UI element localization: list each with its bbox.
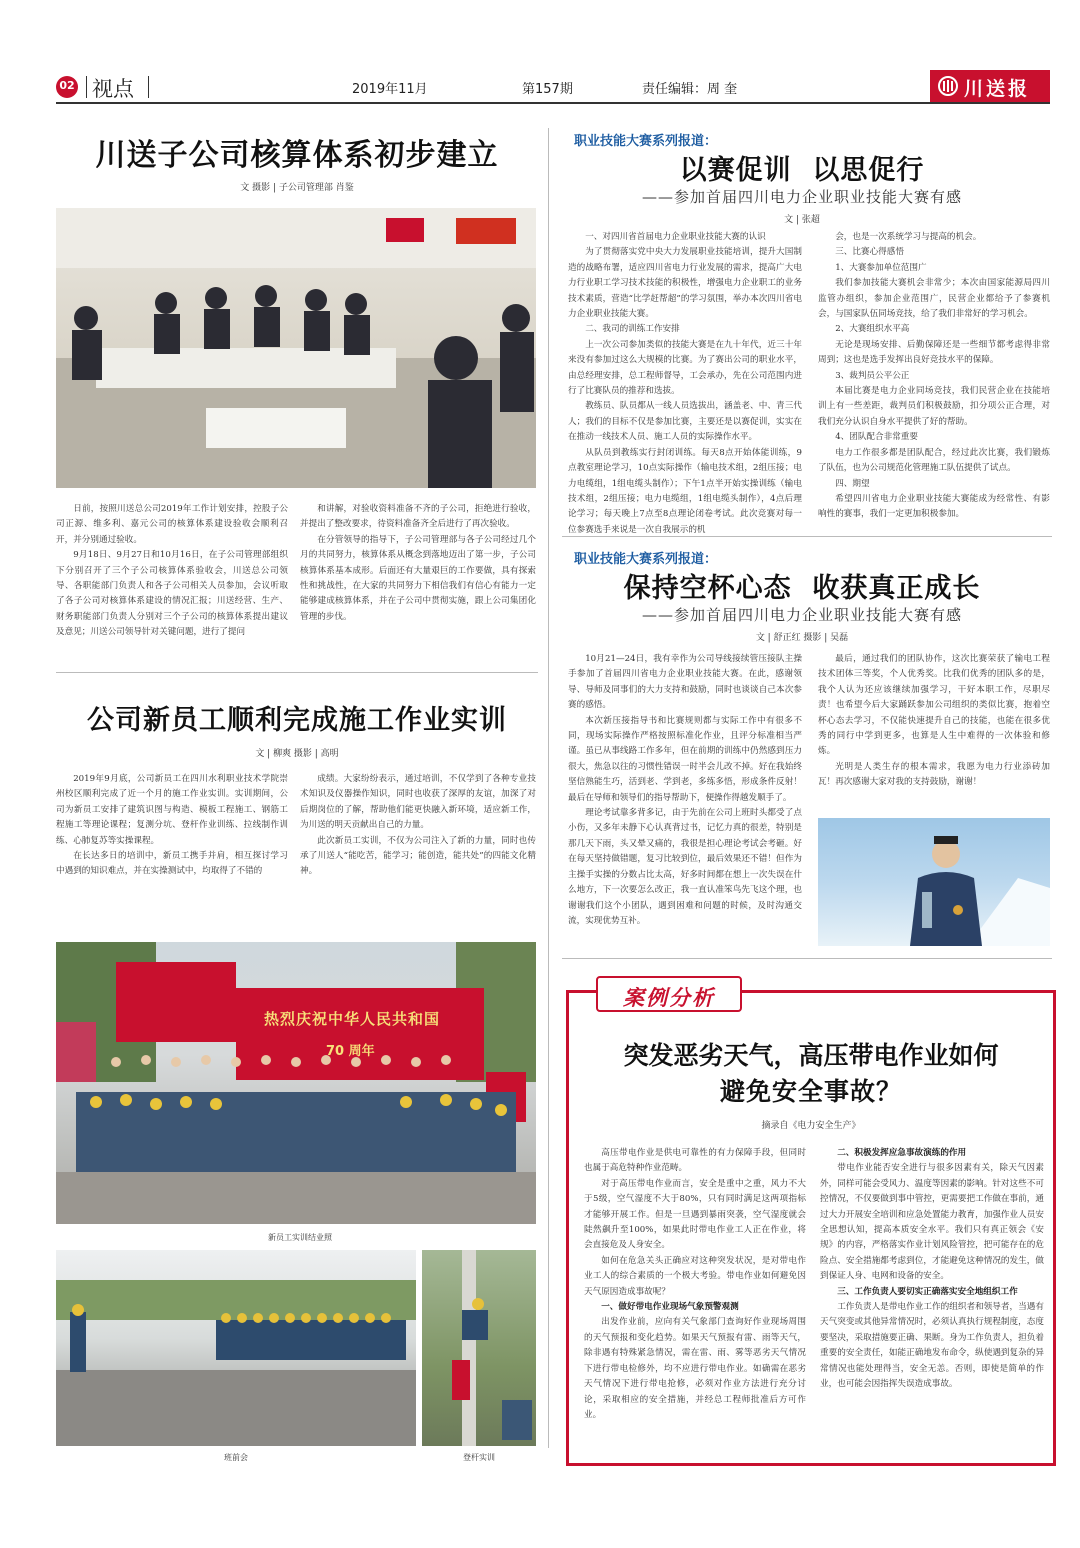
article5-paragraph: 如何在危急关头正确应对这种突发状况，是对带电作业工人的综合素质的一个极大考验。带电作业如何避免因天气原因造成事故呢？ [584, 1255, 806, 1297]
article3-paragraph: 四、期望 [835, 478, 870, 489]
article2-paragraph: 成绩。大家纷纷表示，通过培训，不仅学到了各种专业技术知识及仪器操作知识，同时也收获了深厚的友谊，加深了对后期岗位的了解，帮助他们能更快融入新环境，适应新工作，为川送的明天贡献出自己的力量。 [300, 774, 536, 831]
article5-section-heading: 二、积极发挥应急事故演练的作用 [837, 1148, 967, 1158]
page-header [56, 70, 1050, 102]
masthead-emblem-icon [938, 76, 958, 96]
article4-paragraph: 光明是人类生存的根本需求，我愿为电力行业添砖加瓦！再次感谢大家对我的支持鼓励，谢谢！ [818, 761, 1050, 788]
pole-climbing-scene [422, 1250, 536, 1446]
article3-paragraph: 三、比赛心得感悟 [835, 247, 904, 258]
issue-number: 第157期 [522, 82, 573, 97]
article3-title: 以赛促训 以思促行 [679, 155, 925, 186]
article4-kicker: 职业技能大赛系列报道： [574, 552, 718, 567]
page-number: 02 [59, 79, 75, 92]
article2-paragraph: 此次新员工实训，不仅为公司注入了新的力量，同时也传承了川送人“能吃苦，能学习；能创造，能共处”的四能文化精神。 [300, 835, 536, 877]
photo-banner-year: 70 周年 [326, 1044, 375, 1059]
article3-paragraph: 1、大赛参加单位范围广 [835, 262, 927, 273]
article3-paragraph: 我们参加技能大赛机会非常少；本次由国家能源局四川监管办组织，参加企业范围广，民营企业都给予了参赛机会，与国家队伍同场竞技，给了我们非常好的学习机会。 [818, 278, 1050, 320]
article2-group-photo [56, 942, 536, 1224]
article5-paragraph: 带电作业能否安全进行与很多因素有关，除天气因素外，同样可能会受风力、温度等因素的影响。针对这些不可控情况，不仅要做到事中管控，更需要把工作做在事前，通过大力开展安全培训和应急处置能力教育，加强作业人员安全思想认知，提高本质安全水平。我们只有真正领会《安规》的内容，严格落实作业计划风险管控，把可能存在的危险点、安全措施都考虑到位，才能避免这种情况的发生，做到保证人身、电网和设备的安全。 [820, 1163, 1044, 1282]
section-divider-left [86, 76, 87, 98]
article2-meeting-photo [56, 1250, 416, 1446]
article2-column-2 [300, 772, 536, 880]
article3-kicker: 职业技能大赛系列报道： [574, 134, 718, 149]
article3-paragraph: 为了贯彻落实党中央大力发展职业技能培训，提升大国制造的战略布署，适应四川省电力行业发展的需求，提高广大电力行业职工学习技术技能的积极性，增强电力企业职工的业务技术素质，营造“比学赶帮超”的学习氛围，举办本次四川省电力企业职业技能大赛。 [568, 247, 802, 320]
article5-section-heading: 一、做好带电作业现场气象预警观测 [601, 1302, 739, 1313]
article4-award-photo [818, 818, 1050, 946]
article3-paragraph: 二、我司的训练工作安排 [585, 324, 680, 335]
article5-title-line2: 避免安全事故？ [719, 1077, 902, 1106]
article4-byline: 文 | 舒正红 摄影 | 吴磊 [755, 633, 849, 643]
climb-photo-caption: 登杆实训 [463, 1453, 495, 1462]
masthead-name: 川送报 [964, 78, 1031, 100]
article3-paragraph: 一、对四川省首届电力企业职业技能大赛的认识 [585, 232, 766, 242]
article5-paragraph: 高压带电作业是供电可靠性的有力保障手段，但同时也属于高危特种作业范畴。 [584, 1148, 806, 1174]
article5-column-1 [584, 1146, 806, 1423]
article4-column-2 [818, 652, 1050, 791]
article4-subtitle: ——参加首届四川电力企业职业技能大赛有感 [641, 606, 962, 624]
article1-bottom-rule [56, 672, 538, 673]
issue-date: 2019年11月 [352, 82, 428, 97]
article3-paragraph: 2、大赛组织水平高 [835, 324, 910, 335]
article5-paragraph: 工作负责人是带电作业工作的组织者和领导者，当遇有天气突变或其他异常情况时，必须认真执行规程制度，态度要坚决，采取措施要正确、果断。身为工作负责人，担负着重要的安全责任，如能正确地发布命令，纵使遇到复杂的异常情况也能处理得当，安全无恙。否则，即使是简单的作业，也可能会因指挥失误造成事故。 [820, 1302, 1044, 1390]
article3-column-2 [818, 230, 1050, 523]
article2-paragraph: 在长达多日的培训中，新员工携手并肩，相互探讨学习中遇到的知识难点，并在实操测试中，均取得了不错的 [56, 851, 288, 877]
editor-credit: 责任编辑：周 奎 [642, 82, 738, 97]
photo-banner-text: 热烈庆祝中华人民共和国 [264, 1010, 441, 1028]
article3-paragraph: 电力工作很多都是团队配合，经过此次比赛，我们锻炼了队伍，也为公司规范化管理施工队伍提供了试点。 [818, 447, 1050, 474]
article3-bottom-rule [562, 536, 1052, 537]
article2-paragraph: 2019年9月底，公司新员工在四川水利职业技术学院崇州校区顺利完成了近一个月的施工作业实训。实训期间，公司为新员工安排了建筑识图与构造、模板工程施工、钢筋工程施工等理论课程；复测分坑、登杆作业训练、拉线制作训练、心肺复苏等实操课程。 [56, 774, 288, 846]
article1-paragraph: 在分管领导的指导下，子公司管理部与各子公司经过几个月的共同努力，核算体系从概念到落地迈出了第一步，子公司核算体系基本成形。后面还有大量艰巨的工作要做，具有探索性和挑战性，在大家的共同努力下相信我们有信心有能力一定能够建成核算体系，并在子公司中贯彻实施，跟上公司集团化管理的步伐。 [300, 534, 536, 622]
article3-subtitle: ——参加首届四川电力企业职业技能大赛有感 [641, 188, 962, 206]
article5-section-heading: 三、工作负责人要切实正确落实安全地组织工作 [837, 1286, 1018, 1297]
article1-paragraph: 日前，按照川送总公司2019年工作计划安排，控股子公司正源、维多利、嘉元公司的核算体系建设验收会顺利召开，并分别通过验收。 [56, 504, 288, 545]
article4-title: 保持空杯心态 收获真正成长 [623, 573, 981, 604]
group-photo-scene [56, 942, 536, 1224]
article3-paragraph: 3、裁判员公平公正 [835, 370, 910, 381]
article1-title: 川送子公司核算体系初步建立 [95, 138, 499, 173]
case-analysis-badge [596, 976, 742, 1012]
meeting-photo-caption: 班前会 [224, 1453, 248, 1462]
case-analysis-label: 案例分析 [623, 985, 715, 1010]
article3-paragraph: 教练员、队员都从一线人员选拔出，涵盖老、中、青三代人；我们的目标不仅是参加比赛，主要还是以赛促训，实实在在推动一线技术人员、施工人员的实际操作水平。 [568, 401, 802, 443]
section-name: 视点 [92, 77, 134, 101]
header-rule [56, 102, 1050, 104]
article4-paragraph: 本次新压接指导书和比赛规则都与实际工作中有很多不同，现场实际操作严格按照标准化作业，且评分标准相当严谨。虽已从事线路工作多年，但在前期的训练中仍然感到压力很大，焦急以往的习惯性错误一时半会儿改不掉。好在我始终坚信熟能生巧，活到老、学到老，多练多悟，形成条件反射！最后在导师和领导们的指导帮助下，便操作得越发顺手了。 [568, 715, 802, 803]
article1-byline: 文 摄影 | 子公司管理部 肖鉴 [240, 183, 354, 193]
article4-paragraph: 10月21—24日，我有幸作为公司导线接续管压接队主操手参加了首届四川省电力企业职业技能大赛。在此，感谢领导、导师及同事们的大力支持和鼓励，同时也谈谈自己本次参赛的感悟。 [568, 654, 802, 711]
article5-byline: 摘录自《电力安全生产》 [761, 1121, 861, 1131]
article1-column-1 [56, 502, 288, 641]
article5-column-2 [820, 1146, 1044, 1393]
article3-paragraph: 上一次公司参加类似的技能大赛是在九十年代，近三十年来没有参加过这么大规模的比赛。为了赛出公司的职业水平，由总经理安排，总工程师督导，工会承办，先在公司范围内进行了比赛队员的推荐和选拔。 [568, 339, 802, 397]
article3-paragraph: 本届比赛是电力企业同场竞技，我们民营企业在技能培训上有一些差距，裁判员们积极鼓励，扣分项公正合理，对我们充分认识自身水平提供了好的帮助。 [818, 386, 1050, 427]
article3-paragraph: 希望四川省电力企业职业技能大赛能成为经常性、有影响性的赛事，我们一定更加积极参加。 [818, 493, 1050, 520]
meeting-scene [56, 208, 536, 488]
article1-column-2 [300, 502, 536, 625]
section-divider-right [148, 76, 149, 98]
award-winner-scene [818, 818, 1050, 946]
article2-title: 公司新员工顺利完成施工作业实训 [87, 705, 507, 736]
article2-column-1 [56, 772, 288, 880]
article1-meeting-photo [56, 208, 536, 488]
article2-climb-photo [422, 1250, 536, 1446]
group-photo-caption: 新员工实训结业照 [268, 1233, 332, 1242]
article1-paragraph: 和讲解，对验收资料准备不齐的子公司，拒绝进行验收，并提出了整改要求，待资料准备齐全后进行了再次验收。 [300, 504, 536, 530]
article4-column-1 [568, 652, 802, 929]
pre-shift-meeting-scene [56, 1250, 416, 1446]
article3-paragraph: 4、团队配合非常重要 [835, 432, 918, 443]
article3-paragraph: 无论是现场安排、后勤保障还是一些细节都考虑得非常周到；这也是选手发挥出良好竞技水平的保障。 [818, 339, 1050, 366]
article2-byline: 文 | 柳爽 摄影 | 高明 [255, 749, 339, 759]
article1-paragraph: 9月18日、9月27日和10月16日，在子公司管理部组织下分别召开了三个子公司核算体系验收会，川送总公司领导、各职能部门负责人和各子公司相关人员参加，会议听取了各子公司对核算体系建设的情况汇报；川送经营、生产、财务职能部门负责人分别对三个子公司的核算体系提出建议及意见；川送公司领导针对关键问题，进行了提问 [56, 550, 288, 638]
article4-paragraph: 理论考试靠多背多记，由于先前在公司上班时头都受了点小伤，又多年未静下心认真背过书，记忆力真的很差，特别是那几天下雨，头又晕又痛的，我很是担心理论考试会考砸。好在每天坚持做错题，复习比较到位，最后效果还不错！但作为主操手实操的分数占比太高，好多时间都在想上一次失误在什么地方，下一次要怎么改正，我一直认准笨鸟先飞这个理，也谢谢我们这个小团队，遇到困难和问题的时候，及时沟通交流，实现优势互补。 [568, 808, 802, 926]
article3-column-1 [568, 230, 802, 538]
article5-paragraph: 对于高压带电作业而言，安全是重中之重，风力不大于5级，空气湿度不大于80%，只有同时满足这两项指标才能够开展工作。但是一旦遇到暴雨突袭，空气湿度就会陡然飙升至100%，如果此时带电作业工人正在作业，将会直接危及人身安全。 [584, 1178, 806, 1251]
article3-paragraph: 从队员到教练实行封闭训练。每天8点开始体能训练，9点教室理论学习，10点实际操作（输电技术组，2组压接；电力电缆组，1组电缆头制作）；下午1点半开始实操训练（输电技术组，2组压接；电力电缆组，1组电缆头制作），4点后理论学习；每天晚上7点至8点理论闭卷考试。此次竞赛对每一位参赛选手来说是一次自我展示的机 [568, 447, 802, 535]
article4-paragraph: 最后，通过我们的团队协作，这次比赛荣获了输电工程技术团体三等奖，个人优秀奖。比我们优秀的团队多的是，我个人认为还应该继续加强学习，干好本职工作，尽职尽责！也希望今后大家踊跃参加公司组织的类似比赛，抱着空杯心态去学习，不仅能快速提升自己的技能，也能在很多优秀的同行中学到更多，也算是人生中难得的一次体验和修炼。 [818, 654, 1050, 757]
article3-byline: 文 | 张超 [784, 215, 820, 225]
article3-paragraph: 会，也是一次系统学习与提高的机会。 [835, 232, 982, 242]
column-divider [548, 128, 549, 1448]
article4-bottom-rule [562, 958, 1052, 959]
article5-title-line1: 突发恶劣天气，高压带电作业如何 [623, 1041, 999, 1070]
masthead-logo [930, 70, 1050, 102]
article5-paragraph: 出发作业前，应向有关气象部门查询好作业现场周围的天气预报和变化趋势。如果天气预报有雷、雨等天气，除非遇有特殊紧急情况，需在雷、雨、雾等恶劣天气情况下进行带电检修外，均不应进行带电作业。如确需在恶劣天气情况下进行带电抢修，必须对作业方法进行充分讨论，采取相应的安全措施，并经总工程师批准后方可作业。 [584, 1317, 806, 1420]
